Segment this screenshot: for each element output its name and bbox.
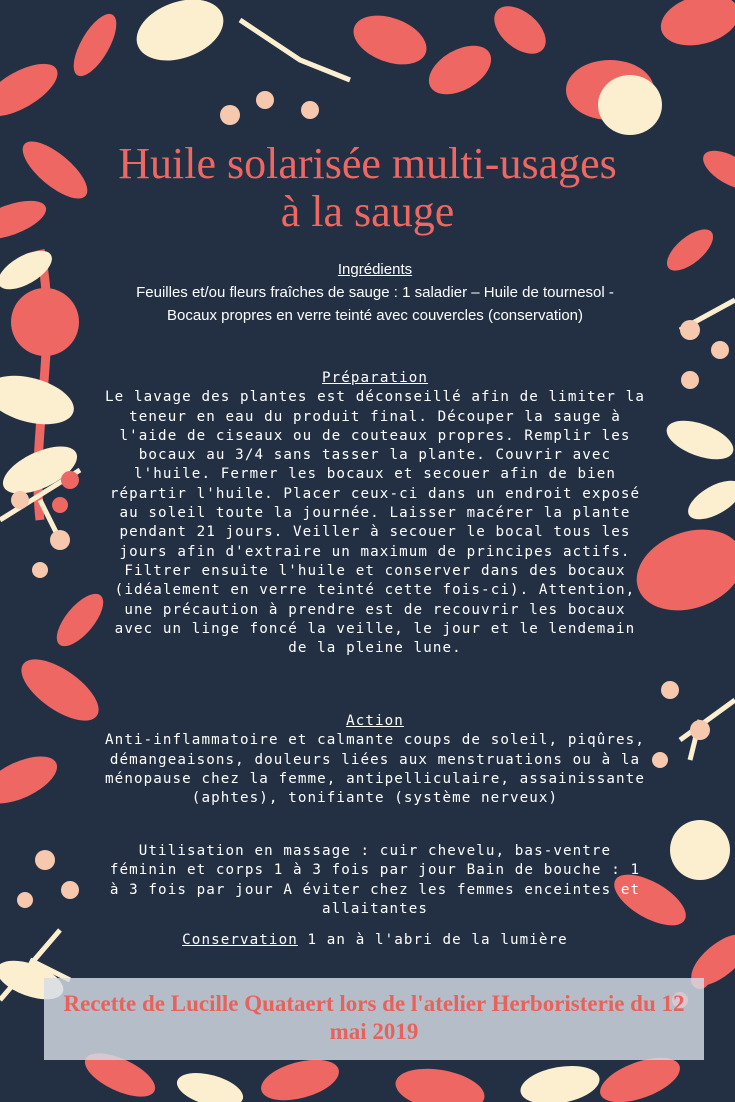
action-text: Anti-inflammatoire et calmante coups de soleil, piqûres, démangeaisons, douleurs liées aux menstruations ou à la ménopause chez la femme, antipelliculaire, assainissante (aphtes), tonifiante (système nerveux) [105, 732, 645, 807]
action-heading: Action [346, 713, 404, 729]
ingredients-section [130, 258, 620, 327]
ingredients-text: Feuilles et/ou fleurs fraîches de sauge : 1 saladier – Huile de tournesol - Bocaux propres en verre teinté avec couvercles (conservation) [136, 284, 614, 324]
usage-section [105, 842, 645, 919]
preparation-text: Le lavage des plantes est déconseillé afin de limiter la teneur en eau du produit final. Découper la sauge à l'aide de ciseaux ou de couteaux propres. Remplir les bocaux au 3/4 sans tasser la plante. Couvrir avec l'huile. Fermer les bocaux et secouer afin de bien répartir l'huile. Placer ceux-ci dans un endroit exposé au soleil toute la journée. Laisser macérer la plante pendant 21 jours. Veiller à secouer le bocal tous les jours afin d'extraire un maximum de principes actifs. Filtrer ensuite l'huile et conserver dans des bocaux (idéalement en verre teinté cette fois-ci). Attention, une précaution à prendre est de recouvrir les bocaux avec un linge foncé la veille, le jour et le lendemain de la pleine lune. [105, 389, 645, 657]
action-section [105, 712, 645, 808]
conservation-heading: Conservation [182, 932, 298, 948]
recipe-title: Huile solarisée multi-usages à la sauge [118, 139, 617, 236]
conservation-section [105, 931, 645, 950]
preparation-section [105, 369, 645, 658]
usage-text: Utilisation en massage : cuir chevelu, bas-ventre féminin et corps 1 à 3 fois par jour Bain de bouche : 1 à 3 fois par jour A éviter chez les femmes enceintes et allaitantes [109, 843, 641, 917]
preparation-heading: Préparation [321, 370, 429, 386]
conservation-text: 1 an à l'abri de la lumière [297, 932, 568, 948]
credit-text: Recette de Lucille Quataert lors de l'atelier Herboristerie du 12 mai 2019 [63, 991, 685, 1044]
ingredients-heading: Ingrédients [337, 261, 413, 278]
